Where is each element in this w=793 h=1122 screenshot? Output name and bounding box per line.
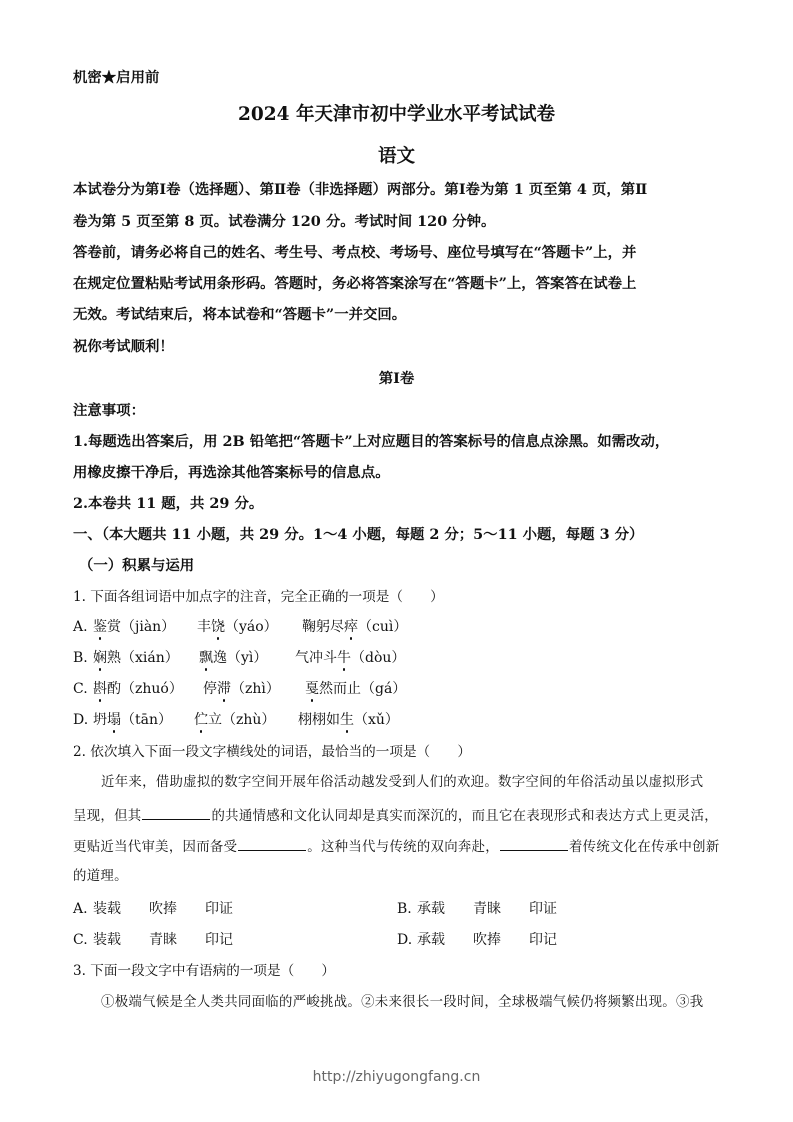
emphasis-dot: 飘 (199, 650, 213, 666)
notice-title: 注意事项： (73, 402, 145, 419)
emphasis-dot: 滞 (217, 681, 231, 697)
option-word: 戛然而止（gá） (305, 681, 407, 697)
option-word: 飘逸（yì） (199, 650, 268, 666)
option-word: 鉴赏（jiàn） (93, 619, 176, 635)
option-word: 栩栩如生（xǔ） (298, 712, 399, 728)
fill-blank (500, 836, 568, 851)
passage-line: 近年来，借助虚拟的数字空间开展年俗活动越发受到人们的欢迎。数字空间的年俗活动虽以虚拟形式 (101, 775, 704, 790)
exam-title: 2024 年天津市初中学业水平考试试卷 (238, 104, 555, 125)
notice-line: 2.本卷共 11 题，共 29 分。 (73, 495, 264, 512)
emphasis-dot: 生 (340, 712, 354, 728)
option-word: 承载 (417, 901, 445, 917)
option-word: 印证 (529, 901, 557, 917)
section-title: 第Ⅰ卷 (378, 370, 415, 387)
fill-blank (142, 805, 210, 820)
option-letter: D. (397, 932, 413, 948)
option-word: 坍塌（tān） (93, 712, 172, 728)
passage-line: 更贴近当代审美，因而备受 。这种当代与传统的双向奔赴， 着传统文化在传承中创新 (73, 836, 720, 858)
emphasis-dot: 伫 (194, 712, 208, 728)
option-letter: B. (73, 650, 88, 666)
option-letter: A. (73, 619, 88, 635)
option-letter: B. (397, 901, 412, 917)
option-word: 娴熟（xián） (93, 650, 179, 666)
option-word: 青睐 (149, 932, 177, 948)
intro-line: 在规定位置粘贴考试用条形码。答题时，务必将答案涂写在“答题卡”上，答案答在试卷上 (73, 275, 637, 292)
emphasis-dot: 戛 (305, 681, 319, 697)
emphasis-dot: 娴 (93, 650, 107, 666)
notice-line: 1.每题选出答案后，用 2B 铅笔把“答题卡”上对应题目的答案标号的信息点涂黑。如需改动， (73, 433, 670, 450)
subject-title: 语文 (377, 146, 415, 167)
confidential-label: 机密★启用前 (73, 69, 160, 86)
option-word: 装载 (93, 901, 121, 917)
emphasis-dot: 斟 (93, 681, 107, 697)
option-word: 伫立（zhù） (194, 712, 276, 728)
fill-blank (238, 836, 306, 851)
footer-url: http://zhiyugongfang.cn (312, 1069, 481, 1085)
notice-line: 用橡皮擦干净后，再选涂其他答案标号的信息点。 (73, 464, 390, 481)
option-word: 丰饶（yáo） (197, 619, 278, 635)
option-word: 吹捧 (473, 932, 501, 948)
option-letter: C. (73, 681, 88, 697)
option-word: 吹捧 (149, 901, 177, 917)
question-3-stem: 3. 下面一段文字中有语病的一项是（ ） (73, 963, 335, 979)
emphasis-dot: 鉴 (93, 619, 107, 635)
part-title: 一、（本大题共 11 小题，共 29 分。1～4 小题，每题 2 分；5～11 小题，每题 3 分） (73, 526, 644, 543)
intro-line: 无效。考试结束后，将本试卷和“答题卡”一并交回。 (73, 306, 407, 323)
passage-line: 的道理。 (73, 869, 128, 884)
option-word: 斟酌（zhuó） (93, 681, 183, 697)
question-1-stem: 1. 下面各组词语中加点字的注音，完全正确的一项是（ ） (73, 589, 444, 605)
intro-line: 答卷前，请务必将自己的姓名、考生号、考点校、考场号、座位号填写在“答题卡”上，并 (73, 244, 637, 261)
option-letter: C. (73, 932, 88, 948)
intro-line: 祝你考试顺利！ (73, 338, 174, 355)
emphasis-dot: 饶 (211, 619, 225, 635)
question-2-stem: 2. 依次填入下面一段文字横线处的词语，最恰当的一项是（ ） (73, 744, 471, 760)
option-word: 鞠躬尽瘁（cuì） (302, 619, 408, 635)
intro-line: 卷为第 5 页至第 8 页。试卷满分 120 分。考试时间 120 分钟。 (73, 213, 496, 230)
option-word: 印记 (529, 932, 557, 948)
option-word: 装载 (93, 932, 121, 948)
intro-line: 本试卷分为第Ⅰ卷（选择题）、第Ⅱ卷（非选择题）两部分。第Ⅰ卷为第 1 页至第 4 页，第Ⅱ (73, 181, 648, 198)
passage-line: ①极端气候是全人类共同面临的严峻挑战。②未来很长一段时间，全球极端气候仍将频繁出现。③我 (101, 995, 704, 1010)
option-word: 承载 (417, 932, 445, 948)
passage-line: 呈现，但其 的共通情感和文化认同却是真实而深沉的，而且它在表现形式和表达方式上更灵活， (73, 805, 718, 827)
emphasis-dot: 牛 (337, 650, 351, 666)
option-letter: A. (73, 901, 88, 917)
option-letter: D. (73, 712, 89, 728)
option-word: 气冲斗牛（dòu） (295, 650, 406, 666)
option-word: 印记 (205, 932, 233, 948)
emphasis-dot: 塌 (107, 712, 121, 728)
emphasis-dot: 瘁 (344, 619, 358, 635)
option-word: 青睐 (473, 901, 501, 917)
subsection-title: （一）积累与运用 (79, 557, 195, 574)
option-word: 印证 (205, 901, 233, 917)
option-word: 停滞（zhì） (203, 681, 280, 697)
